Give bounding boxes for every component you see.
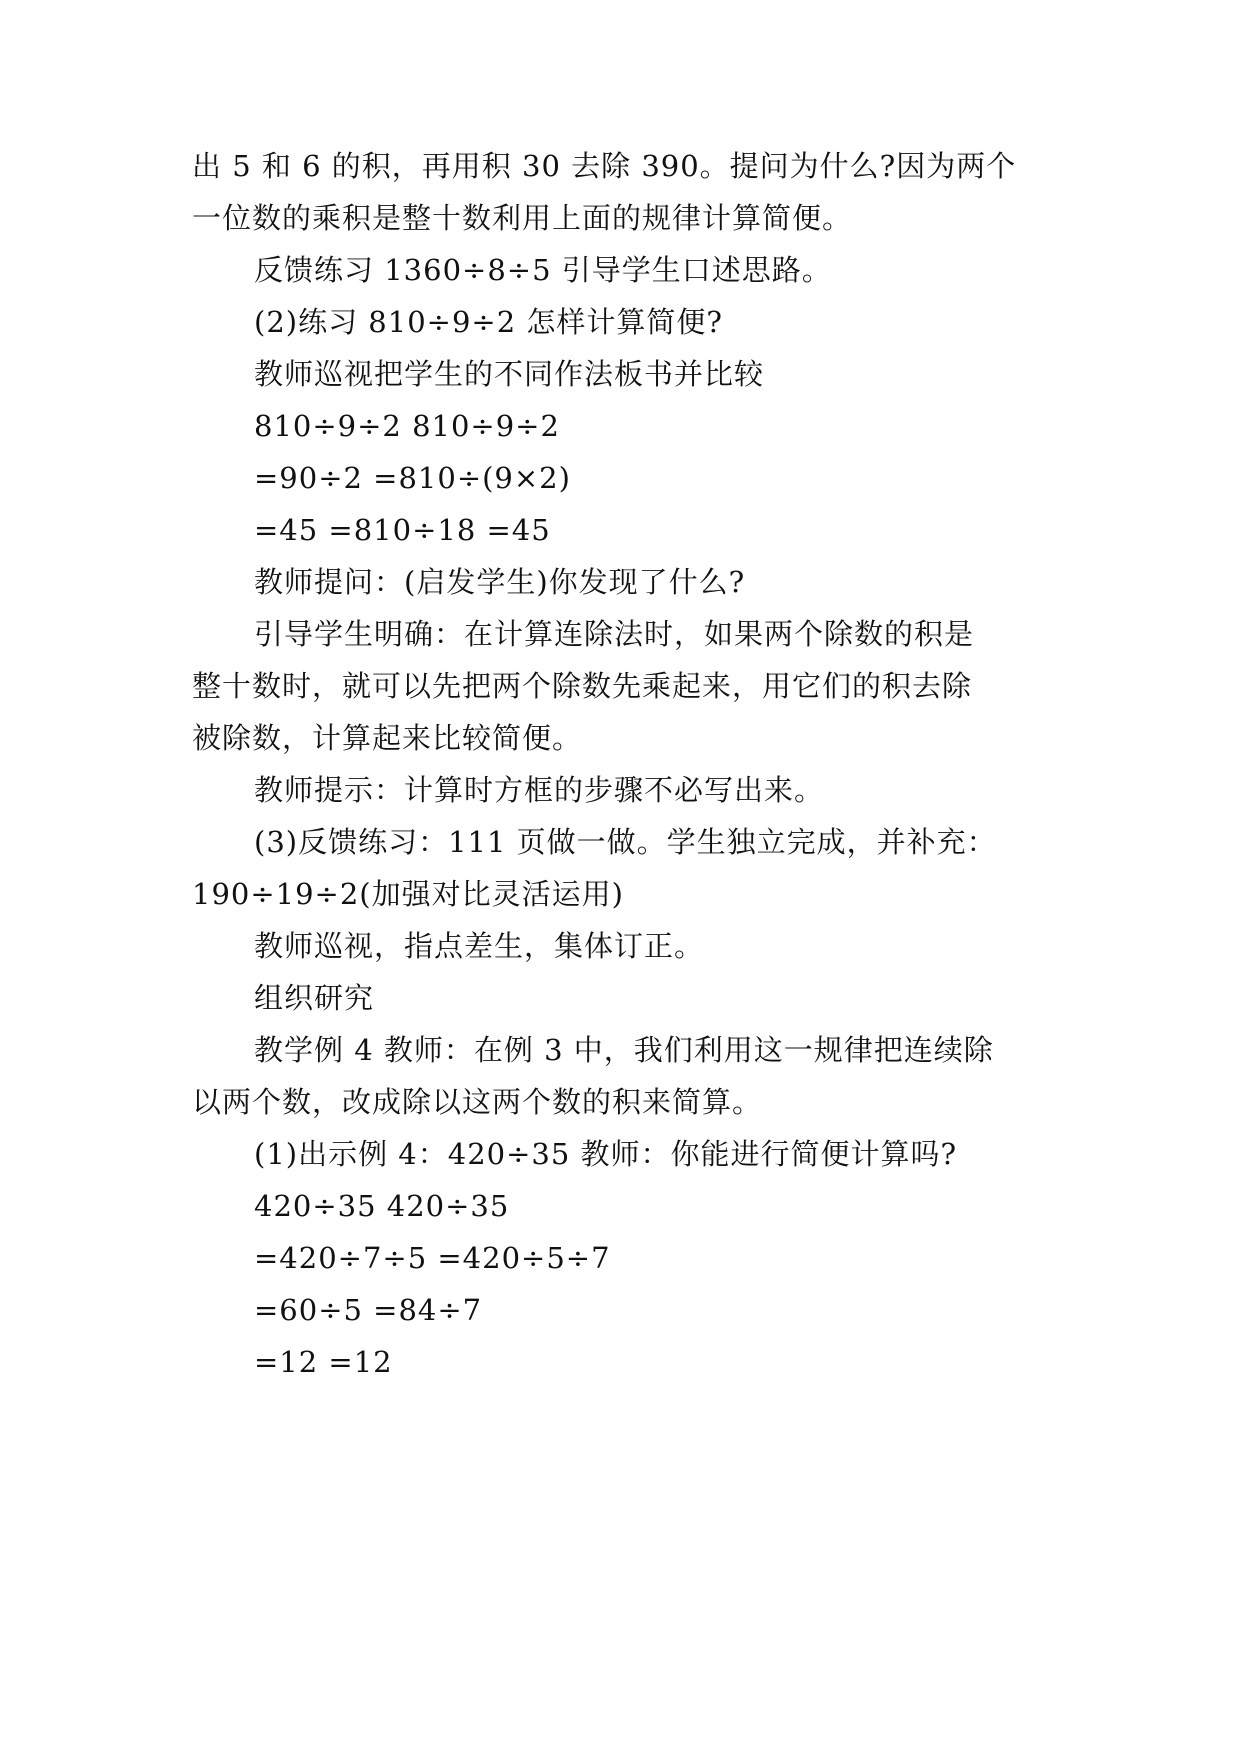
text-line: 被除数，计算起来比较简便。: [192, 721, 583, 755]
equation-line: =420÷7÷5 =420÷5÷7: [254, 1241, 611, 1275]
text-line: 一位数的乘积是整十数利用上面的规律计算简便。: [192, 201, 853, 235]
equation-line: =12 =12: [254, 1345, 393, 1379]
equation-line: 420÷35 420÷35: [254, 1189, 510, 1223]
equation-line: 810÷9÷2 810÷9÷2: [254, 409, 560, 443]
text-line: (1)出示例 4：420÷35 教师：你能进行简便计算吗?: [254, 1137, 958, 1171]
text-line: 教师提示：计算时方框的步骤不必写出来。: [254, 773, 825, 807]
text-line: 教师巡视，指点差生，集体订正。: [254, 929, 705, 963]
text-line: (3)反馈练习：111 页做一做。学生独立完成，并补充：: [254, 825, 997, 859]
text-line: 反馈练习 1360÷8÷5 引导学生口述思路。: [254, 253, 832, 287]
text-line: 出 5 和 6 的积，再用积 30 去除 390。提问为什么?因为两个: [192, 149, 1017, 183]
text-line: 以两个数，改成除以这两个数的积来简算。: [192, 1085, 763, 1119]
section-heading: 组织研究: [254, 981, 375, 1015]
text-line: 190÷19÷2(加强对比灵活运用): [192, 877, 624, 911]
text-line: 引导学生明确：在计算连除法时，如果两个除数的积是: [254, 617, 975, 651]
equation-line: =60÷5 =84÷7: [254, 1293, 483, 1327]
text-line: 教学例 4 教师：在例 3 中，我们利用这一规律把连续除: [254, 1033, 994, 1067]
equation-line: =45 =810÷18 =45: [254, 513, 551, 547]
text-line: 教师巡视把学生的不同作法板书并比较: [254, 357, 765, 391]
equation-line: =90÷2 =810÷(9×2): [254, 461, 571, 495]
text-line: 整十数时，就可以先把两个除数先乘起来，用它们的积去除: [192, 669, 973, 703]
text-line: (2)练习 810÷9÷2 怎样计算简便?: [254, 305, 723, 339]
text-line: 教师提问：(启发学生)你发现了什么?: [254, 565, 746, 599]
